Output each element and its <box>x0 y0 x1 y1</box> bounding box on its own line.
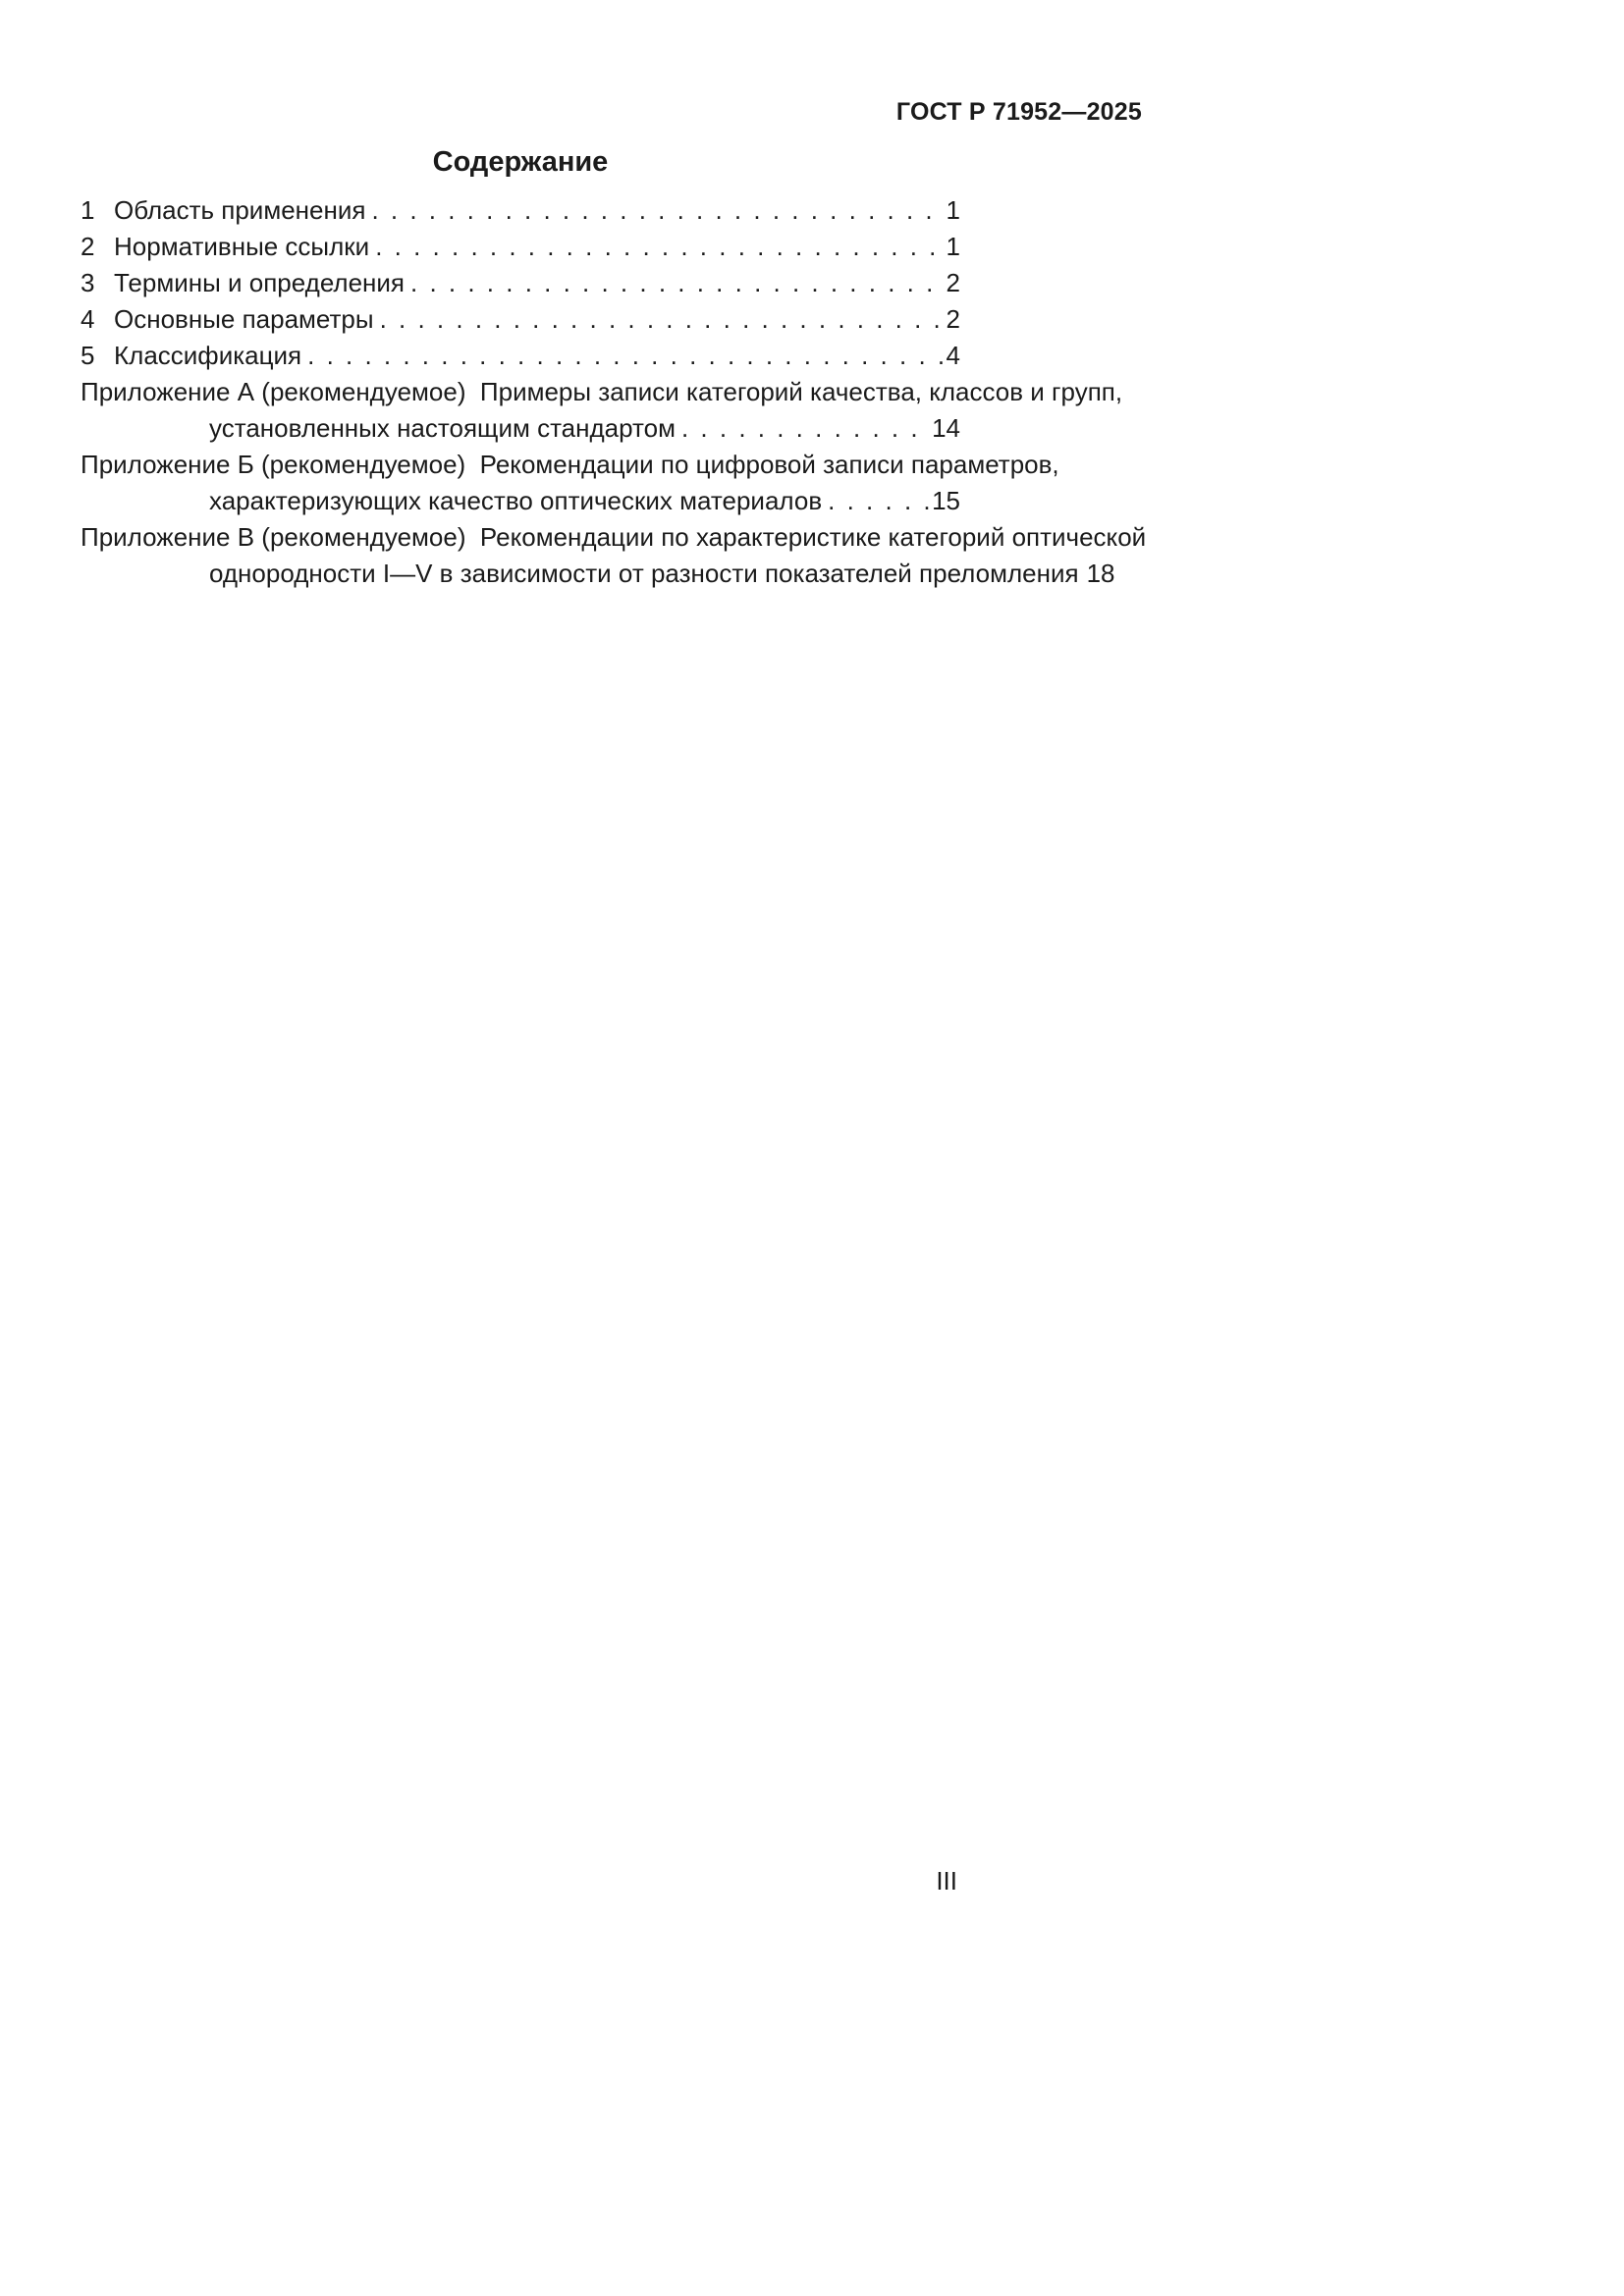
toc-page-number: 15 <box>932 486 960 515</box>
toc-entry-text: Область применения <box>114 195 366 225</box>
toc-entry-line <box>81 301 960 338</box>
toc-leader-dots <box>1079 556 1087 592</box>
footer-page-number: III <box>936 1866 957 1896</box>
toc-page-number: 18 <box>1086 559 1115 588</box>
toc-entry-text: Нормативные ссылки <box>114 232 370 261</box>
toc-page-number: 1 <box>946 195 960 225</box>
toc-leader-dots <box>365 192 946 229</box>
toc-entry-line <box>81 192 960 229</box>
toc-entry-line <box>81 265 960 301</box>
toc-page-number: 1 <box>946 232 960 261</box>
toc-leader-dots <box>374 301 947 338</box>
toc-leader-dots <box>301 338 946 374</box>
toc-leader-dots <box>676 410 932 447</box>
toc-entry-number: 3 <box>81 268 95 297</box>
toc-entry-line <box>81 338 960 374</box>
toc-entry-text: Термины и определения <box>114 268 406 297</box>
toc <box>81 192 1147 592</box>
toc-entry-line <box>81 447 1059 483</box>
toc-entry-line <box>81 410 960 447</box>
toc-entry-text: Приложение А (рекомендуемое) Примеры записи категорий качества, классов и групп, <box>81 377 1123 406</box>
toc-page-number: 2 <box>946 304 960 334</box>
toc-entry-line <box>81 556 1115 592</box>
toc-page-number: 2 <box>946 268 960 297</box>
toc-entry-text: Приложение В (рекомендуемое) Рекомендации по характеристике категорий оптической <box>81 522 1147 552</box>
toc-entry-number: 4 <box>81 304 95 334</box>
toc-leader-dots <box>369 229 946 265</box>
toc-entry-line <box>81 483 960 519</box>
toc-entry-line <box>81 374 1123 410</box>
toc-entry-line <box>81 519 1147 556</box>
toc-leader-dots <box>405 265 947 301</box>
page-title: Содержание <box>432 146 609 178</box>
toc-entry-number: 1 <box>81 195 95 225</box>
toc-page-number: 4 <box>946 341 960 370</box>
toc-entry-line <box>81 229 960 265</box>
toc-entry-text: характеризующих качество оптических материалов <box>209 486 823 515</box>
toc-entry-text: однородности I—V в зависимости от разности показателей преломления <box>209 559 1079 588</box>
toc-entry-text: Классификация <box>114 341 302 370</box>
toc-entry-text: Приложение Б (рекомендуемое) Рекомендации по цифровой записи параметров, <box>81 450 1059 479</box>
toc-entry-text: установленных настоящим стандартом <box>209 413 676 443</box>
toc-entry-number: 5 <box>81 341 95 370</box>
toc-entry-text: Основные параметры <box>114 304 374 334</box>
toc-leader-dots <box>822 483 932 519</box>
document-code-header: ГОСТ Р 71952—2025 <box>895 98 1142 126</box>
toc-entry-number: 2 <box>81 232 95 261</box>
toc-page-number: 14 <box>932 413 960 443</box>
